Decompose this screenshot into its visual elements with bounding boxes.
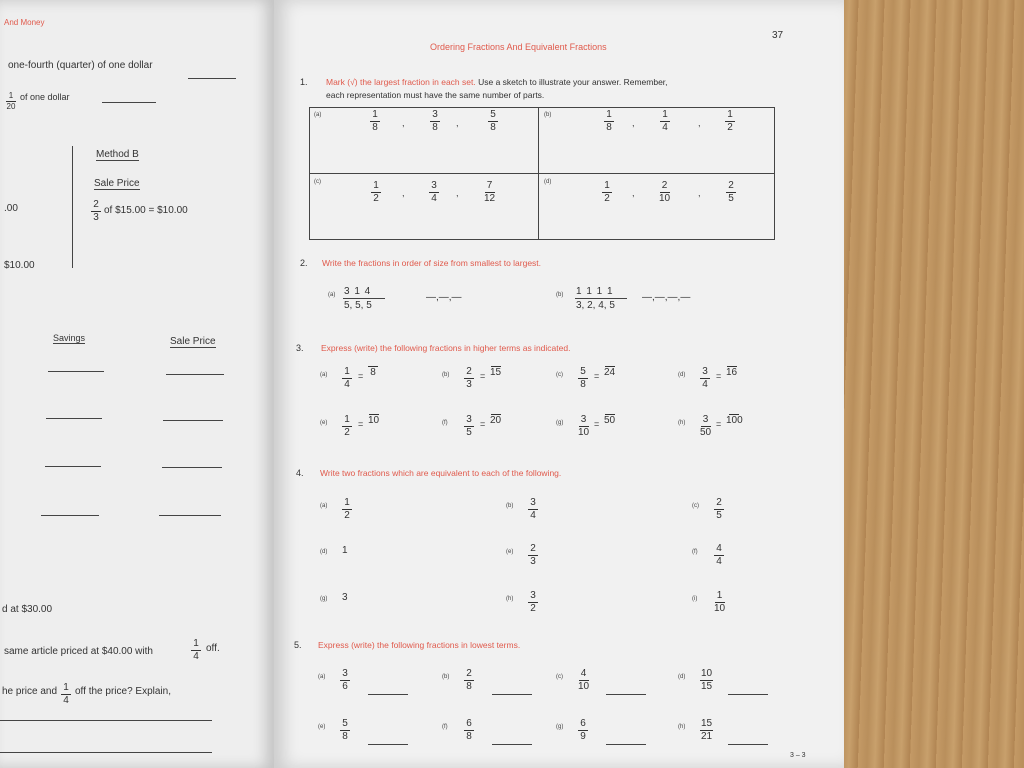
q3-item-label: (a) xyxy=(320,372,328,378)
q3-answer-fraction[interactable]: 20 xyxy=(490,415,502,426)
q1d-fraction-2[interactable]: $\frac{2}{10}$ xyxy=(659,180,671,204)
q1c-fraction-1[interactable]: $\frac{1}{2}$ xyxy=(371,180,381,205)
equals-sign: = xyxy=(594,419,600,429)
equals-sign: = xyxy=(480,371,486,381)
one-twentieth-blank[interactable] xyxy=(102,102,156,103)
q3-answer-fraction[interactable]: 8 xyxy=(368,366,378,379)
q3-given-fraction: $\frac{3}{10}$ xyxy=(578,414,590,438)
q4-whole-number: 1 xyxy=(342,545,348,556)
q5-fraction: $\frac{5}{8}$ xyxy=(340,718,350,743)
q4-item-label: (d) xyxy=(320,549,328,555)
quarter-dollar-text: one-fourth (quarter) of one dollar xyxy=(8,60,153,71)
cut-value-text: .00 xyxy=(4,203,18,214)
q2a-label: (a) xyxy=(328,292,336,298)
q4-instructions: Write two fractions which are equivalent to each of the following. xyxy=(320,468,562,478)
one-twentieth-text: of one dollar xyxy=(20,92,70,102)
q2b-label: (b) xyxy=(556,292,564,298)
q1c-fraction-2[interactable]: $\frac{3}{4}$ xyxy=(429,180,439,205)
q1d-fraction-3[interactable]: $\frac{2}{5}$ xyxy=(726,180,736,205)
sale-price-blank-2[interactable] xyxy=(163,420,223,421)
q5-item-label: (c) xyxy=(556,674,563,680)
q1d-fraction-1[interactable]: $\frac{1}{2}$ xyxy=(602,180,612,205)
left-page xyxy=(0,0,274,768)
q4-item-label: (b) xyxy=(506,503,514,509)
q2a-answer-blanks[interactable]: —,—,— xyxy=(426,292,462,303)
same-article-text: same article priced at $40.00 with xyxy=(4,646,153,657)
equals-sign: = xyxy=(594,371,600,381)
q5-answer-blank[interactable] xyxy=(492,694,532,695)
q5-answer-blank[interactable] xyxy=(492,744,532,745)
equals-sign: = xyxy=(358,419,364,429)
q5-item-label: (h) xyxy=(678,724,686,730)
q3-given-fraction: $\frac{5}{8}$ xyxy=(578,366,588,391)
q4-item-label: (f) xyxy=(692,549,698,555)
q4-fraction: $\frac{1}{10}$ xyxy=(714,590,726,614)
q4-fraction: $\frac{1}{2}$ xyxy=(342,497,352,522)
q3-given-fraction: $\frac{3}{4}$ xyxy=(700,366,710,391)
q1b-label: (b) xyxy=(544,112,552,118)
q4-item-label: (h) xyxy=(506,596,514,602)
q1c-fraction-3[interactable]: $\frac{7}{12}$ xyxy=(484,180,496,204)
q4-fraction: $\frac{3}{4}$ xyxy=(528,497,538,522)
equals-sign: = xyxy=(716,419,722,429)
q5-fraction: $\frac{10}{15}$ xyxy=(701,668,713,692)
q5-answer-blank[interactable] xyxy=(368,744,408,745)
q1-instructions: Mark (√) the largest fraction in each set. Use a sketch to illustrate your answer. Remember, xyxy=(326,77,668,87)
savings-heading: Savings xyxy=(53,333,86,343)
price-and-text: he price and xyxy=(2,686,58,697)
q5-fraction: $\frac{3}{6}$ xyxy=(340,668,350,693)
q1b-fraction-1[interactable]: $\frac{1}{8}$ xyxy=(604,109,614,134)
method-b-heading: Method B xyxy=(96,149,139,160)
q1a-fraction-3[interactable]: $\frac{5}{8}$ xyxy=(488,109,498,134)
off-text: off. xyxy=(206,643,220,654)
q3-given-fraction: $\frac{1}{4}$ xyxy=(342,366,352,391)
q3-answer-fraction[interactable]: 24 xyxy=(604,367,616,378)
q4-item-label: (e) xyxy=(506,549,514,555)
q3-answer-fraction[interactable]: 10 xyxy=(368,415,380,426)
q3-item-label: (b) xyxy=(442,372,450,378)
q1a-label: (a) xyxy=(314,112,322,118)
one-twentieth-fraction: $\frac{1}{20}$ xyxy=(6,91,16,111)
q1b-fraction-3[interactable]: $\frac{1}{2}$ xyxy=(725,109,735,134)
q4-fraction: $\frac{2}{5}$ xyxy=(714,497,724,522)
q4-fraction: $\frac{3}{2}$ xyxy=(528,590,538,615)
q1-number: 1. xyxy=(300,77,308,87)
q3-item-label: (d) xyxy=(678,372,686,378)
q2a-numerators: 3 1 4 xyxy=(344,286,372,297)
q1c-label: (c) xyxy=(314,179,321,185)
right-page: 37 Ordering Fractions And Equivalent Fractions 1. Mark (√) the largest fraction in each set. Use a sketch to illustrate your answer. Remember, each representation must have the same number of parts. (a) $\frac{1}{8}$ , $\frac{3}{8}$ , $\frac{5}{8}$ (b) $\frac{1}{8}$ , $\frac{1}{4}$ , $\frac{1}{2}$ (c) $\frac{1}{2}$ , $\frac{3}{4}$ , $\frac{7}{12}$ (d) $\frac{1}{2}$ , $\frac{2}{10}$ , $\frac{2}{5}$ 2. Write the fractions in order of size from smallest to largest. (a) 3 1 4 5, 5, 5 —,—,— (b) 1 1 1 1 3, 2, 4, 5 —,—,—,— 3. Express (write) the following fractions in higher terms as indicated. 4. Write two fractions which are equivalent to each of the following. 5. Express (write) the following fractions in lowest terms. 3 – 3 (a) $\frac{1}{4}$ = 8 (b) $\frac{2}{3}$ = 15 (c) $\frac{5}{8}$ = 24 (d) $\frac{3}{4}$ = 16 (e) $\frac{1}{2}$ = 10 (f) $\frac{3}{5}$ = 20 (g) $\frac{3}{10}$ = 50 (h) $\frac{3}{50}$ = 100 (a) $\frac{1}{2}$ (b) $\frac{3}{4}$ (c) $\frac{2}{5}$ (d) 1 (e) $\frac{2}{3}$ (f) $\frac{4}{4}$ (g) 3 (h) $\frac{3}{2}$ (i) $\frac{1}{10}$ (a) $\frac{3}{6}$ (b) $\frac{2}{8}$ (c) $\frac{4}{10}$ (d) $\frac{10}{15}$ (e) $\frac{5}{8}$ (f) $\frac{6}{8}$ (g) $\frac{6}{9}$ (h) $\frac{15}{21}$ xyxy=(274,0,844,768)
q4-fraction: $\frac{2}{3}$ xyxy=(528,543,538,568)
q3-item-label: (c) xyxy=(556,372,563,378)
sale-price-heading: Sale Price xyxy=(94,178,140,189)
q3-item-label: (f) xyxy=(442,420,448,426)
q2b-denominators: 3, 2, 4, 5 xyxy=(576,300,615,311)
explain-blank-1[interactable] xyxy=(0,720,212,721)
sale-price-blank-1[interactable] xyxy=(166,374,224,375)
at-thirty-text: d at $30.00 xyxy=(2,604,53,615)
sale-price-column-heading: Sale Price xyxy=(170,336,216,347)
checkmark-icon: √ xyxy=(350,77,355,87)
savings-blank-3[interactable] xyxy=(45,466,101,467)
q5-instructions: Express (write) the following fractions in lowest terms. xyxy=(318,640,521,650)
equals-sign: = xyxy=(716,371,722,381)
q3-item-label: (h) xyxy=(678,420,686,426)
q5-item-label: (g) xyxy=(556,724,564,730)
quarter-fraction-2: $\frac{1}{4}$ xyxy=(61,682,71,707)
q5-fraction: $\frac{6}{9}$ xyxy=(578,718,588,743)
q3-item-label: (g) xyxy=(556,420,564,426)
q5-fraction: $\frac{6}{8}$ xyxy=(464,718,474,743)
q4-fraction: $\frac{4}{4}$ xyxy=(714,543,724,568)
q4-item-label: (a) xyxy=(320,503,328,509)
sale-price-blank-3[interactable] xyxy=(162,467,222,468)
savings-blank-4[interactable] xyxy=(41,515,99,516)
q3-number: 3. xyxy=(296,343,304,353)
q3-answer-fraction[interactable]: 15 xyxy=(490,367,502,378)
q1-instructions-line2: each representation must have the same number of parts. xyxy=(326,90,545,100)
q5-fraction: $\frac{2}{8}$ xyxy=(464,668,474,693)
q4-item-label: (i) xyxy=(692,596,698,602)
savings-blank-1[interactable] xyxy=(48,371,104,372)
q1b-fraction-2[interactable]: $\frac{1}{4}$ xyxy=(660,109,670,134)
q3-answer-fraction[interactable]: 100 xyxy=(726,415,743,426)
q3-given-fraction: $\frac{3}{5}$ xyxy=(464,414,474,439)
q4-item-label: (g) xyxy=(320,596,328,602)
q2a-denominators: 5, 5, 5 xyxy=(344,300,372,311)
q5-answer-blank[interactable] xyxy=(368,694,408,695)
q1a-fraction-2[interactable]: $\frac{3}{8}$ xyxy=(430,109,440,134)
q5-answer-blank[interactable] xyxy=(606,694,646,695)
q3-given-fraction: $\frac{2}{3}$ xyxy=(464,366,474,391)
quarter-fraction-1: $\frac{1}{4}$ xyxy=(191,638,201,663)
q3-answer-fraction[interactable]: 16 xyxy=(726,367,738,378)
q3-answer-fraction[interactable]: 50 xyxy=(604,415,616,426)
savings-blank-2[interactable] xyxy=(46,418,102,419)
q5-answer-blank[interactable] xyxy=(728,744,768,745)
q5-item-label: (a) xyxy=(318,674,326,680)
q3-given-fraction: $\frac{3}{50}$ xyxy=(700,414,712,438)
q5-item-label: (e) xyxy=(318,724,326,730)
q3-instructions: Express (write) the following fractions in higher terms as indicated. xyxy=(321,343,571,353)
q4-whole-number: 3 xyxy=(342,592,348,603)
quarter-dollar-blank[interactable] xyxy=(188,78,236,79)
two-thirds-fraction: $\frac{2}{3}$ xyxy=(91,199,101,224)
ten-dollars-text: $10.00 xyxy=(4,260,35,271)
sale-price-blank-4[interactable] xyxy=(159,515,221,516)
q1d-label: (d) xyxy=(544,179,552,185)
q2b-numerators: 1 1 1 1 xyxy=(576,286,614,297)
left-header: And Money xyxy=(4,18,45,27)
q2-instructions: Write the fractions in order of size from smallest to largest. xyxy=(322,258,542,268)
q5-item-label: (d) xyxy=(678,674,686,680)
page-footer-code: 3 – 3 xyxy=(790,752,806,759)
page-number: 37 xyxy=(772,30,784,41)
equals-sign: = xyxy=(358,371,364,381)
q1a-fraction-1[interactable]: $\frac{1}{8}$ xyxy=(370,109,380,134)
off-explain-text: off the price? Explain, xyxy=(75,686,171,697)
equals-sign: = xyxy=(480,419,486,429)
method-divider xyxy=(72,146,73,268)
q5-number: 5. xyxy=(294,640,302,650)
q4-item-label: (c) xyxy=(692,503,699,509)
q2-number: 2. xyxy=(300,258,308,268)
q5-answer-blank[interactable] xyxy=(606,744,646,745)
q5-fraction: $\frac{4}{10}$ xyxy=(578,668,590,692)
q3-given-fraction: $\frac{1}{2}$ xyxy=(342,414,352,439)
q5-answer-blank[interactable] xyxy=(728,694,768,695)
q4-number: 4. xyxy=(296,468,304,478)
q5-item-label: (b) xyxy=(442,674,450,680)
q5-fraction: $\frac{15}{21}$ xyxy=(701,718,713,742)
q3-item-label: (e) xyxy=(320,420,328,426)
q5-item-label: (f) xyxy=(442,724,448,730)
q1-table-hdivider xyxy=(309,173,774,174)
explain-blank-2[interactable] xyxy=(0,752,212,753)
page-title: Ordering Fractions And Equivalent Fractions xyxy=(430,42,607,52)
sale-calc-text: of $15.00 = $10.00 xyxy=(104,205,188,216)
q2b-answer-blanks[interactable]: —,—,—,— xyxy=(642,292,691,303)
